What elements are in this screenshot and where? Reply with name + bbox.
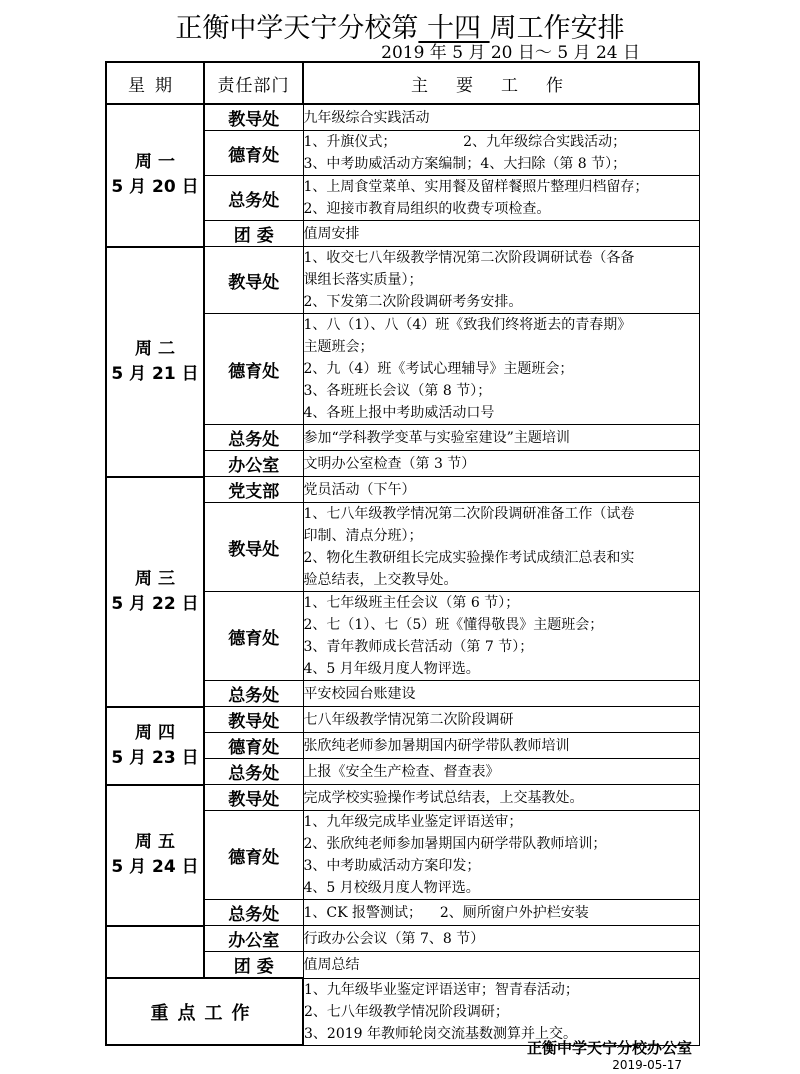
work-cell <box>303 477 699 503</box>
dept-cell: 德育处 <box>204 592 303 681</box>
work-cell <box>303 221 699 247</box>
dept-cell: 总务处 <box>204 176 303 221</box>
work-line: 党员活动（下午） <box>303 481 416 498</box>
work-line: 4、5 月校级月度人物评选。 <box>303 880 480 896</box>
dept-cell: 德育处 <box>204 811 303 900</box>
dept-cell: 总务处 <box>204 900 303 926</box>
schedule-table <box>105 61 700 1046</box>
work-cell <box>303 978 699 1045</box>
blank-day-cell <box>106 926 204 979</box>
work-line: 1、升旗仪式； 2、九年级综合实践活动； <box>303 134 627 150</box>
day-date: 5 月 21 日 <box>111 363 199 384</box>
day-name: 周 三 <box>135 568 175 589</box>
day-date: 5 月 20 日 <box>111 177 199 198</box>
schedule-row <box>106 926 699 952</box>
work-line: 2、下发第二次阶段调研考务安排。 <box>303 294 523 310</box>
day-cell <box>106 785 204 926</box>
day-cell <box>106 104 204 247</box>
date-day-unit: 日～ <box>517 43 552 63</box>
work-line: 1、上周食堂菜单、实用餐及留样餐照片整理归档留存； <box>303 179 649 195</box>
dept-cell: 德育处 <box>204 733 303 759</box>
work-line: 1、七八年级教学情况第二次阶段调研准备工作（试卷 <box>303 506 635 522</box>
day-cell <box>106 477 204 707</box>
dept-cell: 总务处 <box>204 425 303 451</box>
work-line: 3、2019 年教师轮岗交流基数测算并上交。 <box>304 1025 577 1042</box>
dept-cell: 教导处 <box>204 785 303 811</box>
schedule-row <box>106 477 699 503</box>
dept-cell: 总务处 <box>204 759 303 785</box>
work-line: 平安校园台账建设 <box>303 685 416 702</box>
dept-cell: 总务处 <box>204 681 303 707</box>
footer-organization: 正衡中学天宁分校办公室 <box>526 1039 692 1057</box>
day-cell <box>106 707 204 785</box>
date-end-month: 5 <box>557 43 569 63</box>
work-cell <box>303 681 699 707</box>
day-date: 5 月 23 日 <box>111 747 199 768</box>
day-name: 周 五 <box>135 832 175 852</box>
key-work-row <box>106 978 699 1045</box>
work-cell <box>303 811 699 900</box>
header-work: 主要工作 <box>303 62 699 104</box>
work-cell <box>303 425 699 451</box>
work-line: 1、七年级班主任会议（第 6 节）； <box>303 595 520 611</box>
work-line: 验总结表，上交教导处。 <box>303 572 458 588</box>
dept-cell: 德育处 <box>204 314 303 425</box>
header-day: 星期 <box>106 62 204 104</box>
work-cell <box>303 707 699 733</box>
work-line: 2、七（1）、七（5）班《懂得敬畏》主题班会； <box>303 617 604 633</box>
work-line: 4、5 月年级月度人物评选。 <box>303 661 480 677</box>
dept-cell: 办公室 <box>204 926 303 952</box>
work-cell <box>303 314 699 425</box>
work-cell <box>303 759 699 785</box>
work-cell <box>303 592 699 681</box>
day-name: 周 一 <box>135 152 175 173</box>
work-line: 3、中考助威活动方案编制；4、大扫除（第 8 节）； <box>303 156 627 172</box>
work-line: 2、九（4）班《考试心理辅导》主题班会； <box>303 361 574 377</box>
date-end-unit: 日 <box>623 43 640 63</box>
work-line: 行政办公会议（第 7、8 节） <box>303 930 485 947</box>
work-line: 3、中考助威活动方案印发； <box>303 858 481 874</box>
work-line: 2、张欣纯老师参加暑期国内研学带队教师培训； <box>303 836 607 852</box>
work-line: 值周安排 <box>303 225 360 242</box>
footer-date: 2019-05-17 <box>612 1058 682 1072</box>
schedule-row <box>106 785 699 811</box>
date-month-unit: 月 <box>468 43 486 63</box>
work-line: 4、各班上报中考助威活动口号 <box>303 405 495 421</box>
work-line: 1、九年级完成毕业鉴定评语送审； <box>303 814 523 830</box>
work-line: 1、收交七八年级教学情况第二次阶段调研试卷（各备 <box>303 250 635 266</box>
work-cell <box>303 926 699 952</box>
day-name: 周 四 <box>135 722 175 743</box>
work-line: 七八年级教学情况第二次阶段调研 <box>303 711 514 728</box>
dept-cell: 德育处 <box>204 131 303 176</box>
schedule-row <box>106 707 699 733</box>
date-end-month-unit: 月 <box>573 43 591 63</box>
work-cell <box>303 104 699 131</box>
work-line: 课组长落实质量）； <box>303 272 423 288</box>
work-line: 值周总结 <box>303 956 360 973</box>
work-line: 上报《安全生产检查、督查表》 <box>303 763 500 780</box>
work-cell <box>303 733 699 759</box>
work-cell <box>303 176 699 221</box>
work-cell <box>303 952 699 979</box>
work-line: 主题班会； <box>303 339 374 355</box>
dept-cell: 党支部 <box>204 477 303 503</box>
header-dept: 责任部门 <box>204 62 303 104</box>
schedule-row <box>106 247 699 314</box>
work-cell <box>303 451 699 477</box>
work-line: 1、八（1）、八（4）班《致我们终将逝去的青春期》 <box>303 317 632 333</box>
work-line: 2、七八年级教学情况阶段调研； <box>304 1003 509 1020</box>
title-week-number: 十四 <box>427 13 481 44</box>
dept-cell: 教导处 <box>204 503 303 592</box>
date-year: 2019 年 <box>381 43 447 63</box>
work-line: 3、青年教师成长营活动（第 7 节）； <box>303 639 534 655</box>
date-end-day: 24 <box>595 43 618 63</box>
day-cell <box>106 247 204 477</box>
dept-cell: 教导处 <box>204 247 303 314</box>
date-start-day: 20 <box>490 43 513 63</box>
work-cell <box>303 503 699 592</box>
work-line: 张欣纯老师参加暑期国内研学带队教师培训 <box>303 737 570 754</box>
work-line: 2、迎接市教育局组织的收费专项检查。 <box>303 201 551 217</box>
title-prefix: 正衡中学天宁分校第 <box>175 13 419 44</box>
title-suffix: 周工作安排 <box>489 13 625 44</box>
work-cell <box>303 131 699 176</box>
day-date: 5 月 22 日 <box>111 593 199 614</box>
work-line: 完成学校实验操作考试总结表，上交基教处。 <box>303 789 584 806</box>
work-line: 2、物化生教研组长完成实验操作考试成绩汇总表和实 <box>303 550 635 566</box>
day-name: 周 二 <box>135 338 175 359</box>
work-cell <box>303 247 699 314</box>
schedule-body <box>106 104 699 1045</box>
work-line: 3、各班班长会议（第 8 节）； <box>303 383 492 399</box>
dept-cell: 团 委 <box>204 952 303 979</box>
dept-cell: 教导处 <box>204 707 303 733</box>
schedule-row <box>106 104 699 131</box>
work-line: 参加“学科教学变革与实验室建设”主题培训 <box>303 429 570 446</box>
work-cell <box>303 785 699 811</box>
work-line: 1、CK 报警测试； 2、厕所窗户外护栏安装 <box>303 904 589 921</box>
dept-cell: 办公室 <box>204 451 303 477</box>
date-start-month: 5 <box>452 43 464 63</box>
dept-cell: 团 委 <box>204 221 303 247</box>
work-line: 文明办公室检查（第 3 节） <box>303 455 476 472</box>
dept-cell: 教导处 <box>204 104 303 131</box>
work-cell <box>303 900 699 926</box>
work-line: 1、九年级毕业鉴定评语送审；智青春活动； <box>304 981 579 998</box>
work-line: 九年级综合实践活动 <box>303 109 430 126</box>
key-work-label: 重点工作 <box>106 978 303 1045</box>
header-row <box>106 62 699 104</box>
date-range <box>381 38 640 63</box>
work-line: 印制、清点分班）； <box>303 528 423 544</box>
day-date: 5 月 24 日 <box>111 857 199 877</box>
